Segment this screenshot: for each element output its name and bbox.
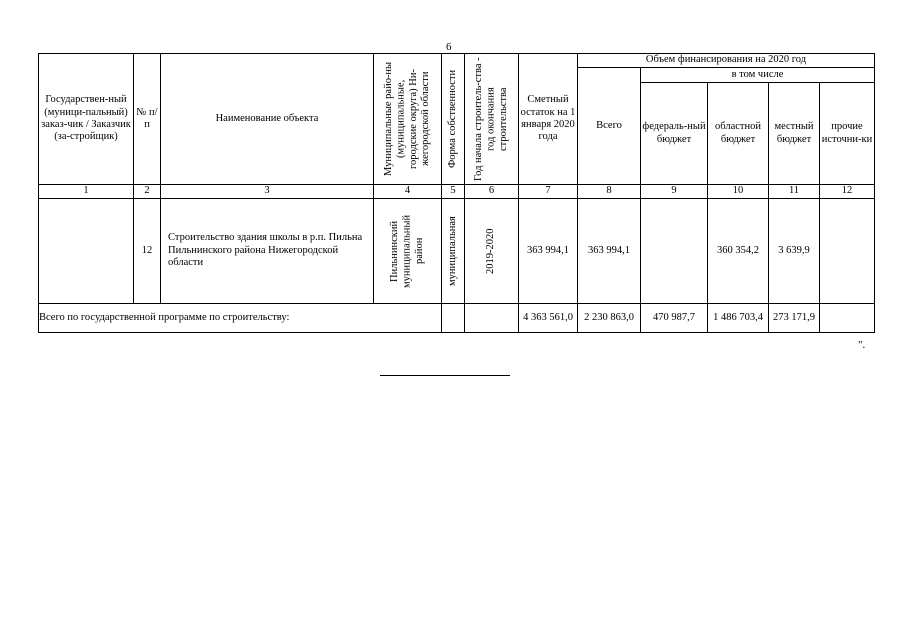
header-other: прочие источни-ки [820,83,875,185]
colnum-1: 1 [39,185,134,199]
row-ownership [442,199,465,304]
row-num: 12 [134,199,161,304]
footnote-rule [380,375,510,376]
row-ownership-text: муниципальная [446,216,458,286]
row-municipality [374,199,442,304]
totals-federal: 470 987,7 [641,304,708,333]
header-municipality [374,54,442,185]
row-regional: 360 354,2 [708,199,769,304]
totals-estimate-balance: 4 363 561,0 [519,304,578,333]
header-years [465,54,519,185]
row-federal [641,199,708,304]
header-municipality-text: Муниципальные райо-ны (муниципальные, городские округа) Ни-жегородской области [382,61,431,177]
colnum-4: 4 [374,185,442,199]
row-object-name: Строительство здания школы в р.п. Пильна Пильнинского района Нижегородской области [161,199,374,304]
header-including: в том числе [641,68,875,83]
row-customer [39,199,134,304]
row-other [820,199,875,304]
totals-label: Всего по государственной программе по строительству: [39,304,442,333]
row-municipality-text: Пильнинский муниципальный район [388,214,425,288]
colnum-7: 7 [519,185,578,199]
row-total: 363 994,1 [578,199,641,304]
row-local: 3 639,9 [769,199,820,304]
header-years-text: Год начала строитель-ства - год окончания строительства [472,57,509,181]
totals-years [465,304,519,333]
totals-other [820,304,875,333]
header-ownership [442,54,465,185]
totals-local: 273 171,9 [769,304,820,333]
colnum-11: 11 [769,185,820,199]
totals-total: 2 230 863,0 [578,304,641,333]
colnum-9: 9 [641,185,708,199]
header-estimate-balance: Сметный остаток на 1 января 2020 года [519,54,578,185]
totals-ownership [442,304,465,333]
header-object-name: Наименование объекта [161,54,374,185]
colnum-2: 2 [134,185,161,199]
header-total: Всего [578,68,641,185]
colnum-12: 12 [820,185,875,199]
closing-quote: ". [858,339,866,351]
row-years [465,199,519,304]
totals-regional: 1 486 703,4 [708,304,769,333]
colnum-10: 10 [708,185,769,199]
table-row [39,199,875,304]
row-estimate-balance: 363 994,1 [519,199,578,304]
header-financing: Объем финансирования на 2020 год [578,54,875,68]
header-customer: Государствен-ный (муници-пальный) заказ-чик / Заказчик (за-стройщик) [39,54,134,185]
colnum-5: 5 [442,185,465,199]
header-federal: федераль-ный бюджет [641,83,708,185]
header-ownership-text: Форма собственности [446,69,458,169]
row-years-text: 2019-2020 [485,228,497,274]
colnum-8: 8 [578,185,641,199]
colnum-6: 6 [465,185,519,199]
header-regional: областной бюджет [708,83,769,185]
financing-table [38,53,875,333]
colnum-3: 3 [161,185,374,199]
totals-row [39,304,875,333]
page-number: 6 [446,41,452,53]
header-num: № п/п [134,54,161,185]
header-local: местный бюджет [769,83,820,185]
